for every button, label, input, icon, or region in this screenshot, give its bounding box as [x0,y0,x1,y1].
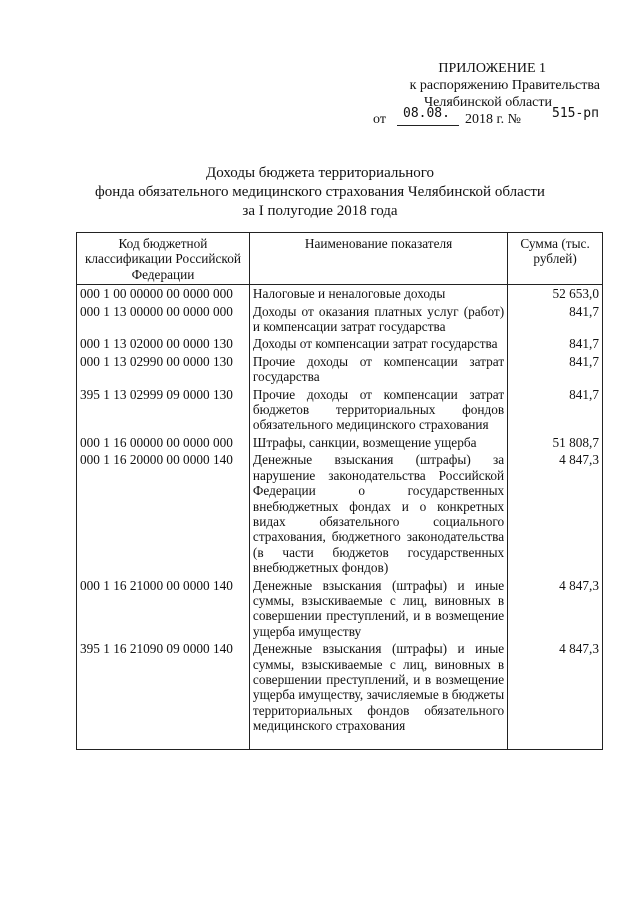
row-amount: 841,7 [508,353,603,386]
decree-date-field [397,106,459,126]
table-row [77,353,603,386]
row-name: Штрафы, санкции, возмещение ущерба [249,434,507,451]
row-amount: 4 847,3 [508,577,603,641]
row-amount: 51 808,7 [508,434,603,451]
row-code: 395 1 16 21090 09 0000 140 [77,640,250,734]
row-amount: 4 847,3 [508,640,603,734]
appendix-decree-line: к распоряжению Правительства [409,78,600,93]
row-code: 000 1 16 00000 00 0000 000 [77,434,250,451]
header-code: Код бюджетной классификации Российской Федерации [77,233,250,285]
table-row [77,451,603,576]
row-name: Прочие доходы от компенсации затрат бюджетов территориальных фондов обязательного медицинского страхования [249,386,507,434]
decree-number-field [546,106,602,125]
empty-cell [77,735,250,750]
row-amount: 841,7 [508,386,603,434]
row-amount: 841,7 [508,303,603,336]
row-name: Налоговые и неналоговые доходы [249,285,507,303]
appendix-date-line [360,106,600,129]
row-name: Денежные взыскания (штрафы) за нарушение законодательства Российской Федерации о государственных внебюджетных фондах и о конкретных видах обязательного социального страхования, бюджетного законодательства (в части бюджетов государственных внебюджетных фондов) [249,451,507,576]
row-name: Доходы от компенсации затрат государства [249,335,507,352]
year-number-label: 2018 г. № [465,112,522,127]
title-line-3: за I полугодие 2018 года [242,203,398,219]
table-row [77,640,603,734]
document-title [0,164,640,221]
row-code: 000 1 13 02000 00 0000 130 [77,335,250,352]
row-code: 000 1 13 00000 00 0000 000 [77,303,250,336]
row-code: 000 1 16 21000 00 0000 140 [77,577,250,641]
row-name: Денежные взыскания (штрафы) и иные суммы, взыскиваемые с лиц, виновных в совершении преступлений, и в возмещение ущерба имуществу, зачисляемые в бюджеты территориальных фондов обязательного медицинского страхования [249,640,507,734]
table-row [77,285,603,303]
title-line-2: фонда обязательного медицинского страхования Челябинской области [95,184,545,200]
table-end-row [77,735,603,750]
table-header-row [77,233,603,285]
decree-date: 08.08. [403,106,450,121]
table-row [77,335,603,352]
from-label: от [373,112,386,127]
row-code: 000 1 00 00000 00 0000 000 [77,285,250,303]
empty-cell [249,735,507,750]
title-line-1: Доходы бюджета территориального [205,165,435,181]
table-row [77,386,603,434]
row-name: Доходы от оказания платных услуг (работ) и компенсации затрат государства [249,303,507,336]
empty-cell [508,735,603,750]
table-row [77,434,603,451]
row-name: Прочие доходы от компенсации затрат государства [249,353,507,386]
row-amount: 52 653,0 [508,285,603,303]
header-name: Наименование показателя [249,233,507,285]
row-amount: 4 847,3 [508,451,603,576]
table-row [77,303,603,336]
row-amount: 841,7 [508,335,603,352]
row-name: Денежные взыскания (штрафы) и иные суммы, взыскиваемые с лиц, виновных в совершении преступлений, и в возмещение ущерба имуществу [249,577,507,641]
row-code: 395 1 13 02999 09 0000 130 [77,386,250,434]
income-table [76,232,603,750]
header-amount: Сумма (тыс. рублей) [508,233,603,285]
appendix-title: ПРИЛОЖЕНИЕ 1 [438,61,546,76]
row-code: 000 1 16 20000 00 0000 140 [77,451,250,576]
table-row [77,577,603,641]
appendix-region-line: Челябинской области [424,95,552,110]
decree-number: 515-рп [552,106,599,121]
appendix-header [360,60,600,129]
row-code: 000 1 13 02990 00 0000 130 [77,353,250,386]
